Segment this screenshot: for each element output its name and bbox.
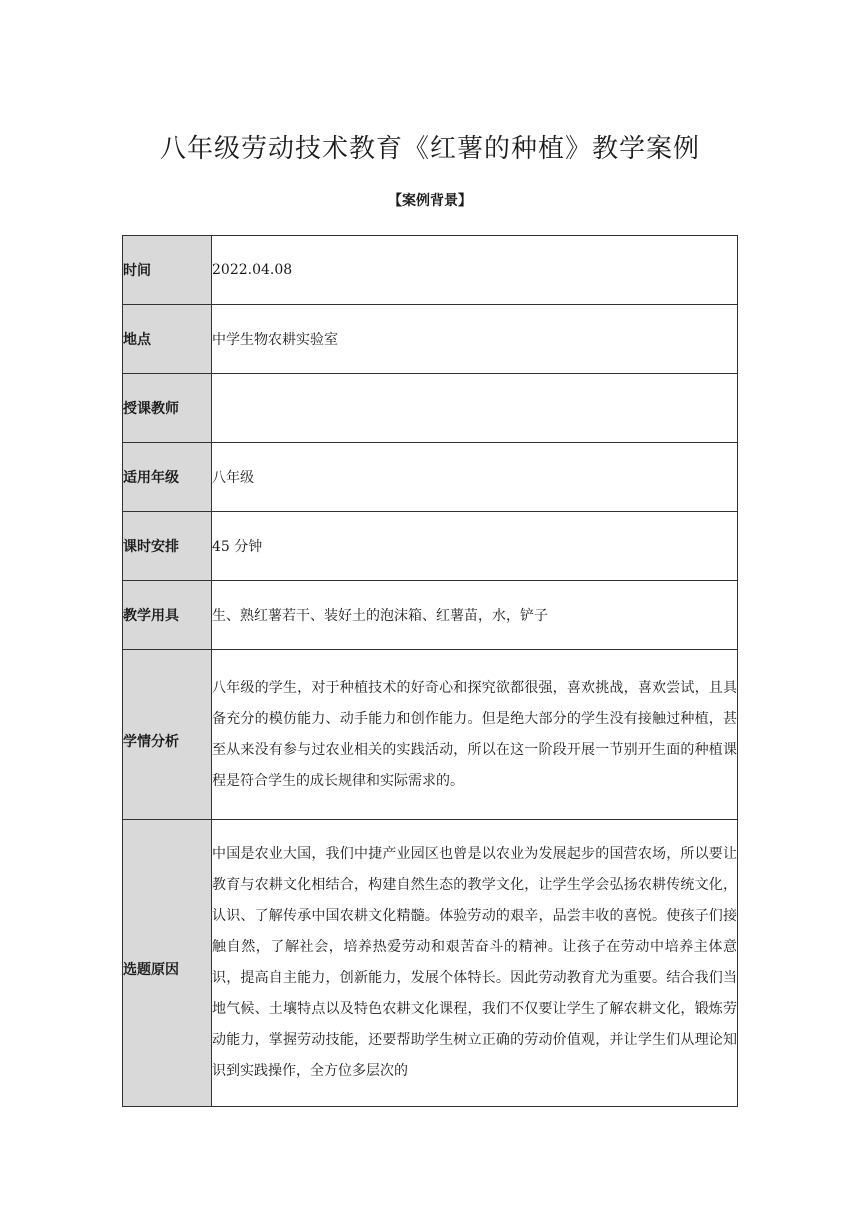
row-value: 2022.04.08 — [212, 236, 738, 305]
table-row-duration — [123, 512, 738, 581]
row-label: 地点 — [123, 305, 212, 374]
row-label: 教学用具 — [123, 581, 212, 650]
row-label: 适用年级 — [123, 443, 212, 512]
table-row-location — [123, 305, 738, 374]
row-label: 授课教师 — [123, 374, 212, 443]
table-row-materials — [123, 581, 738, 650]
row-value: 八年级的学生，对于种植技术的好奇心和探究欲都很强，喜欢挑战，喜欢尝试，且具备充分的模仿能力、动手能力和创作能力。但是绝大部分的学生没有接触过种植，甚至从来没有参与过农业相关的实践活动，所以在这一阶段开展一节别开生面的种植课程是符合学生的成长规律和实际需求的。 — [212, 650, 738, 820]
case-background-table — [122, 235, 738, 1107]
row-value: 八年级 — [212, 443, 738, 512]
document-title: 八年级劳动技术教育《红薯的种植》教学案例 — [159, 134, 700, 164]
table-row-grade — [123, 443, 738, 512]
table-row-time — [123, 236, 738, 305]
row-label: 时间 — [123, 236, 212, 305]
row-label: 选题原因 — [123, 820, 212, 1107]
table-row-topic-reason — [123, 820, 738, 1107]
row-value: 45 分钟 — [212, 512, 738, 581]
table-row-teacher — [123, 374, 738, 443]
section-heading: 【案例背景】 — [388, 193, 472, 209]
row-value — [212, 374, 738, 443]
row-label: 学情分析 — [123, 650, 212, 820]
row-value: 生、熟红薯若干、装好土的泡沫箱、红薯苗，水，铲子 — [212, 581, 738, 650]
row-label: 课时安排 — [123, 512, 212, 581]
table-row-student-analysis — [123, 650, 738, 820]
row-value: 中国是农业大国，我们中捷产业园区也曾是以农业为发展起步的国营农场，所以要让教育与农耕文化相结合，构建自然生态的教学文化，让学生学会弘扬农耕传统文化，认识、了解传承中国农耕文化精髓。体验劳动的艰辛，品尝丰收的喜悦。使孩子们接触自然，了解社会，培养热爱劳动和艰苦奋斗的精神。让孩子在劳动中培养主体意识，提高自主能力，创新能力，发展个体特长。因此劳动教育尤为重要。结合我们当地气候、土壤特点以及特色农耕文化课程，我们不仅要让学生了解农耕文化，锻炼劳动能力，掌握劳动技能，还要帮助学生树立正确的劳动价值观，并让学生们从理论知识到实践操作，全方位多层次的 — [212, 820, 738, 1107]
row-value: 中学生物农耕实验室 — [212, 305, 738, 374]
